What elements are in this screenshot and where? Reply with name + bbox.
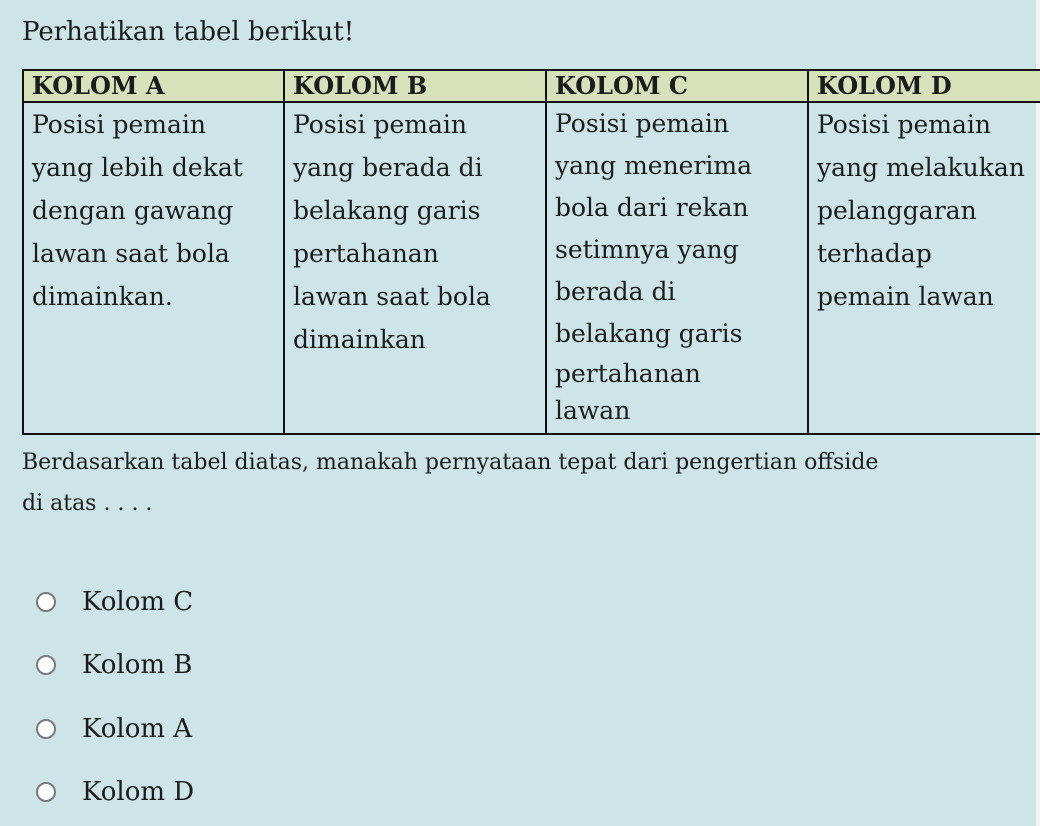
cell-line: yang menerima (555, 151, 753, 180)
cell-kolom-c (546, 102, 808, 434)
question-line-2: di atas . . . . (22, 491, 153, 516)
cell-kolom-d (808, 102, 1040, 434)
cell-line: lawan saat bola (293, 282, 491, 311)
cell-line: pertahanan (555, 359, 701, 388)
radio-icon[interactable] (36, 782, 56, 802)
cell-line: Posisi pemain (555, 109, 729, 138)
cell-line: belakang garis (293, 196, 481, 225)
header-kolom-b: KOLOM B (284, 70, 546, 102)
cell-line: pertahanan (293, 239, 439, 268)
cell-line: lawan saat bola (32, 239, 230, 268)
option-label[interactable]: Kolom B (82, 650, 193, 681)
option-kolom-d[interactable] (36, 761, 194, 825)
cell-line: Posisi pemain (293, 110, 467, 139)
info-table (22, 69, 1040, 435)
option-kolom-b[interactable] (36, 634, 194, 698)
table-row (23, 102, 1040, 434)
cell-line: yang berada di (293, 153, 483, 182)
question-text (22, 442, 1022, 524)
cell-line: yang lebih dekat (32, 153, 243, 182)
header-kolom-c: KOLOM C (546, 70, 808, 102)
cell-line: dengan gawang (32, 196, 234, 225)
option-label[interactable]: Kolom A (82, 713, 193, 744)
question-line-1: Berdasarkan tabel diatas, manakah pernyataan tepat dari pengertian offside (22, 450, 879, 475)
cell-line: yang melakukan (817, 153, 1025, 182)
radio-icon[interactable] (36, 655, 56, 675)
option-label[interactable]: Kolom C (82, 586, 194, 617)
cell-line: Posisi pemain (32, 110, 206, 139)
option-label[interactable]: Kolom D (82, 777, 195, 808)
radio-icon[interactable] (36, 719, 56, 739)
cell-line: dimainkan (293, 325, 426, 354)
cell-line: dimainkan. (32, 282, 173, 311)
answer-options (36, 570, 194, 824)
cell-line: bola dari rekan (555, 193, 749, 222)
option-kolom-a[interactable] (36, 697, 194, 761)
cell-line: Posisi pemain (817, 110, 991, 139)
option-kolom-c[interactable] (36, 570, 194, 634)
cell-line: setimnya yang (555, 235, 739, 264)
question-title: Perhatikan tabel berikut! (22, 17, 355, 47)
cell-line: pelanggaran (817, 196, 977, 225)
cell-kolom-b (284, 102, 546, 434)
cell-line: belakang garis (555, 319, 743, 348)
table-header-row (23, 70, 1040, 102)
cell-line: lawan (555, 396, 631, 425)
cell-line: terhadap (817, 239, 932, 268)
radio-icon[interactable] (36, 592, 56, 612)
cell-line: berada di (555, 277, 676, 306)
cell-kolom-a (23, 102, 284, 434)
cell-line: pemain lawan (817, 282, 994, 311)
header-kolom-a: KOLOM A (23, 70, 284, 102)
header-kolom-d: KOLOM D (808, 70, 1040, 102)
